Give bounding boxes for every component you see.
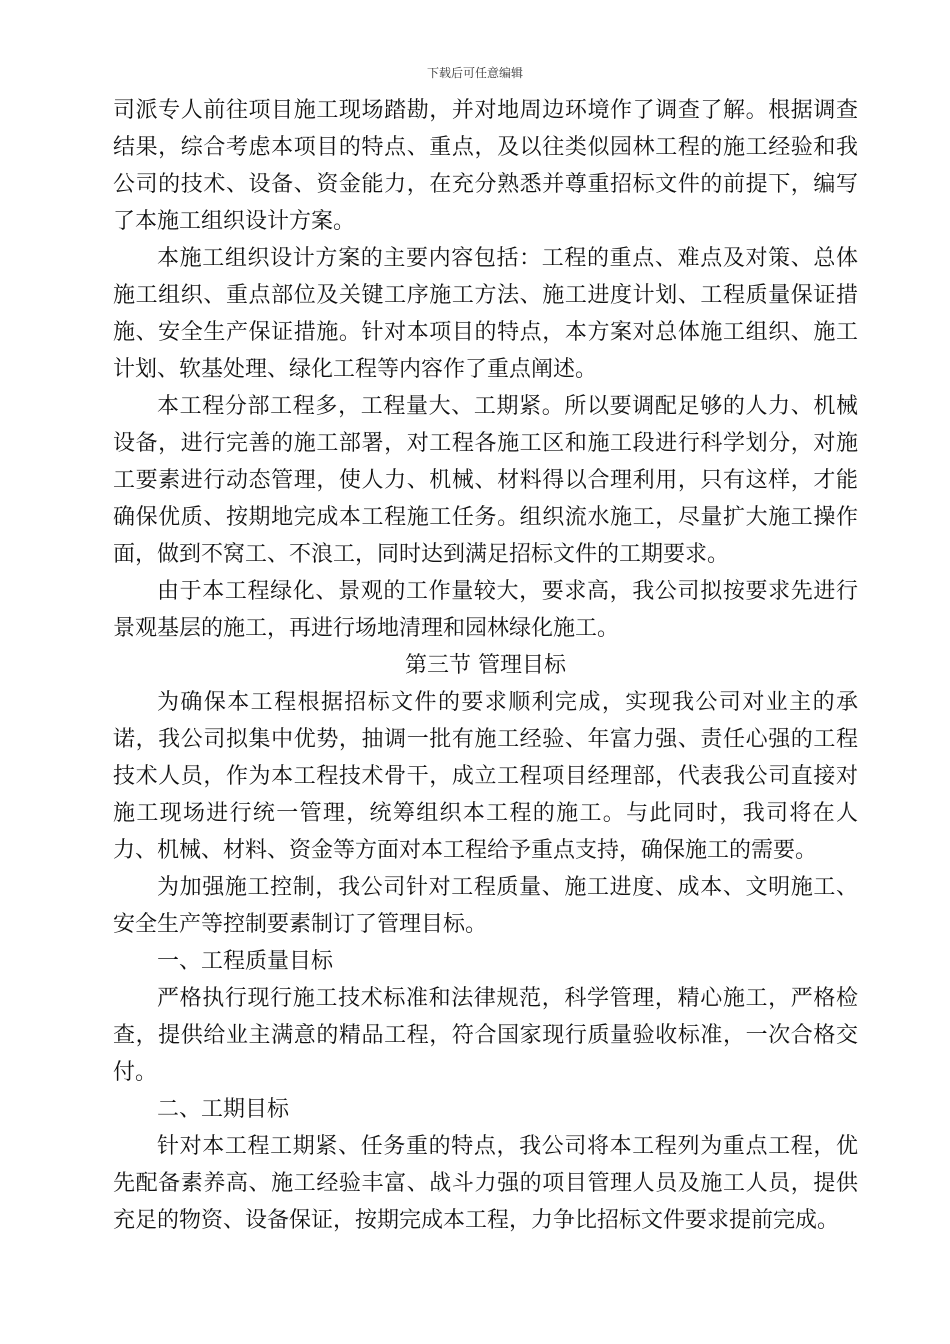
- body-paragraph: 司派专人前往项目施工现场踏勘，并对地周边环境作了调查了解。根据调查结果，综合考虑本项目的特点、重点，及以往类似园林工程的施工经验和我公司的技术、设备、资金能力，在充分熟悉并尊重招标文件的前提下，编写了本施工组织设计方案。: [113, 98, 858, 234]
- subheading: 一、工程质量目标: [157, 949, 334, 974]
- subheading: 二、工期目标: [157, 1097, 290, 1122]
- body-paragraph: 为加强施工控制，我公司针对工程质量、施工进度、成本、文明施工、安全生产等控制要素制订了管理目标。: [113, 875, 858, 937]
- body-paragraph: 本施工组织设计方案的主要内容包括：工程的重点、难点及对策、总体施工组织、重点部位及关键工序施工方法、施工进度计划、工程质量保证措施、安全生产保证措施。针对本项目的特点，本方案对总体施工组织、施工计划、软基处理、绿化工程等内容作了重点阐述。: [113, 246, 858, 382]
- page-header: 下载后可任意编辑: [426, 66, 523, 80]
- body-paragraph: 针对本工程工期紧、任务重的特点，我公司将本工程列为重点工程，优先配备素养高、施工经验丰富、战斗力强的项目管理人员及施工人员，提供充足的物资、设备保证，按期完成本工程，力争比招标文件要求提前完成。: [113, 1134, 858, 1233]
- section-title: 第三节 管理目标: [405, 653, 566, 678]
- body-paragraph: 由于本工程绿化、景观的工作量较大，要求高，我公司拟按要求先进行景观基层的施工，再进行场地清理和园林绿化施工。: [113, 579, 858, 641]
- document-body: [113, 92, 858, 1239]
- body-paragraph: 为确保本工程根据招标文件的要求顺利完成，实现我公司对业主的承诺，我公司拟集中优势，抽调一批有施工经验、年富力强、责任心强的工程技术人员，作为本工程技术骨干，成立工程项目经理部，代表我公司直接对施工现场进行统一管理，统筹组织本工程的施工。与此同时，我司将在人力、机械、材料、资金等方面对本工程给予重点支持，确保施工的需要。: [113, 690, 858, 863]
- body-paragraph: 严格执行现行施工技术标准和法律规范，科学管理，精心施工，严格检查，提供给业主满意的精品工程，符合国家现行质量验收标准，一次合格交付。: [113, 986, 858, 1085]
- body-paragraph: 本工程分部工程多，工程量大、工期紧。所以要调配足够的人力、机械设备，进行完善的施工部署，对工程各施工区和施工段进行科学划分，对施工要素进行动态管理，使人力、机械、材料得以合理利用，只有这样，才能确保优质、按期地完成本工程施工任务。组织流水施工，尽量扩大施工操作面，做到不窝工、不浪工，同时达到满足招标文件的工期要求。: [113, 394, 858, 567]
